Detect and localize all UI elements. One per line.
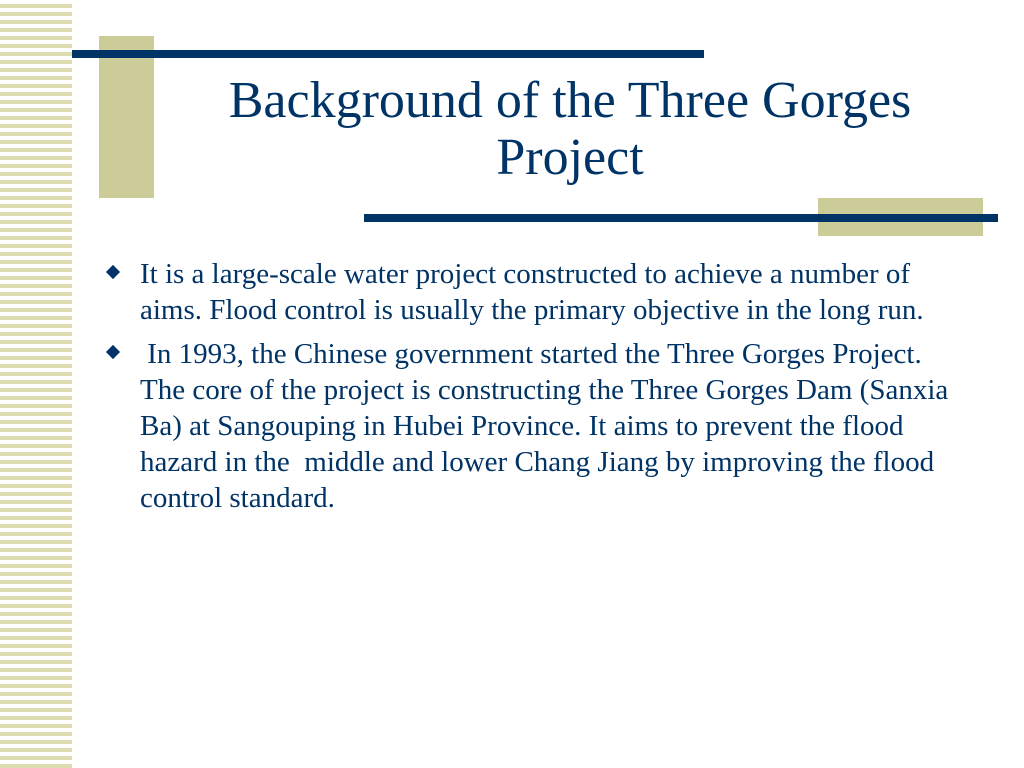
top-accent-block — [99, 36, 154, 198]
bullet-text: It is a large-scale water project constructed to achieve a number of aims. Flood control is usually the primary objective in the long run. — [140, 258, 924, 326]
diamond-bullet-icon — [106, 345, 120, 359]
diamond-bullet-icon — [106, 265, 120, 279]
bullet-list — [106, 256, 966, 524]
top-accent-line — [72, 50, 704, 58]
bottom-accent-line — [364, 214, 998, 222]
bullet-item — [106, 336, 966, 516]
bullet-text: In 1993, the Chinese government started the Three Gorges Project. The core of the project is constructing the Three Gorges Dam (Sanxia Ba) at Sangouping in Hubei Province. It aims to prevent the flood hazard in the middle and lower Chang Jiang by improving the flood control standard. — [140, 338, 956, 514]
bullet-item — [106, 256, 966, 328]
slide-title: Background of the Three Gorges Project — [228, 72, 912, 186]
striped-margin-decoration — [0, 0, 72, 768]
